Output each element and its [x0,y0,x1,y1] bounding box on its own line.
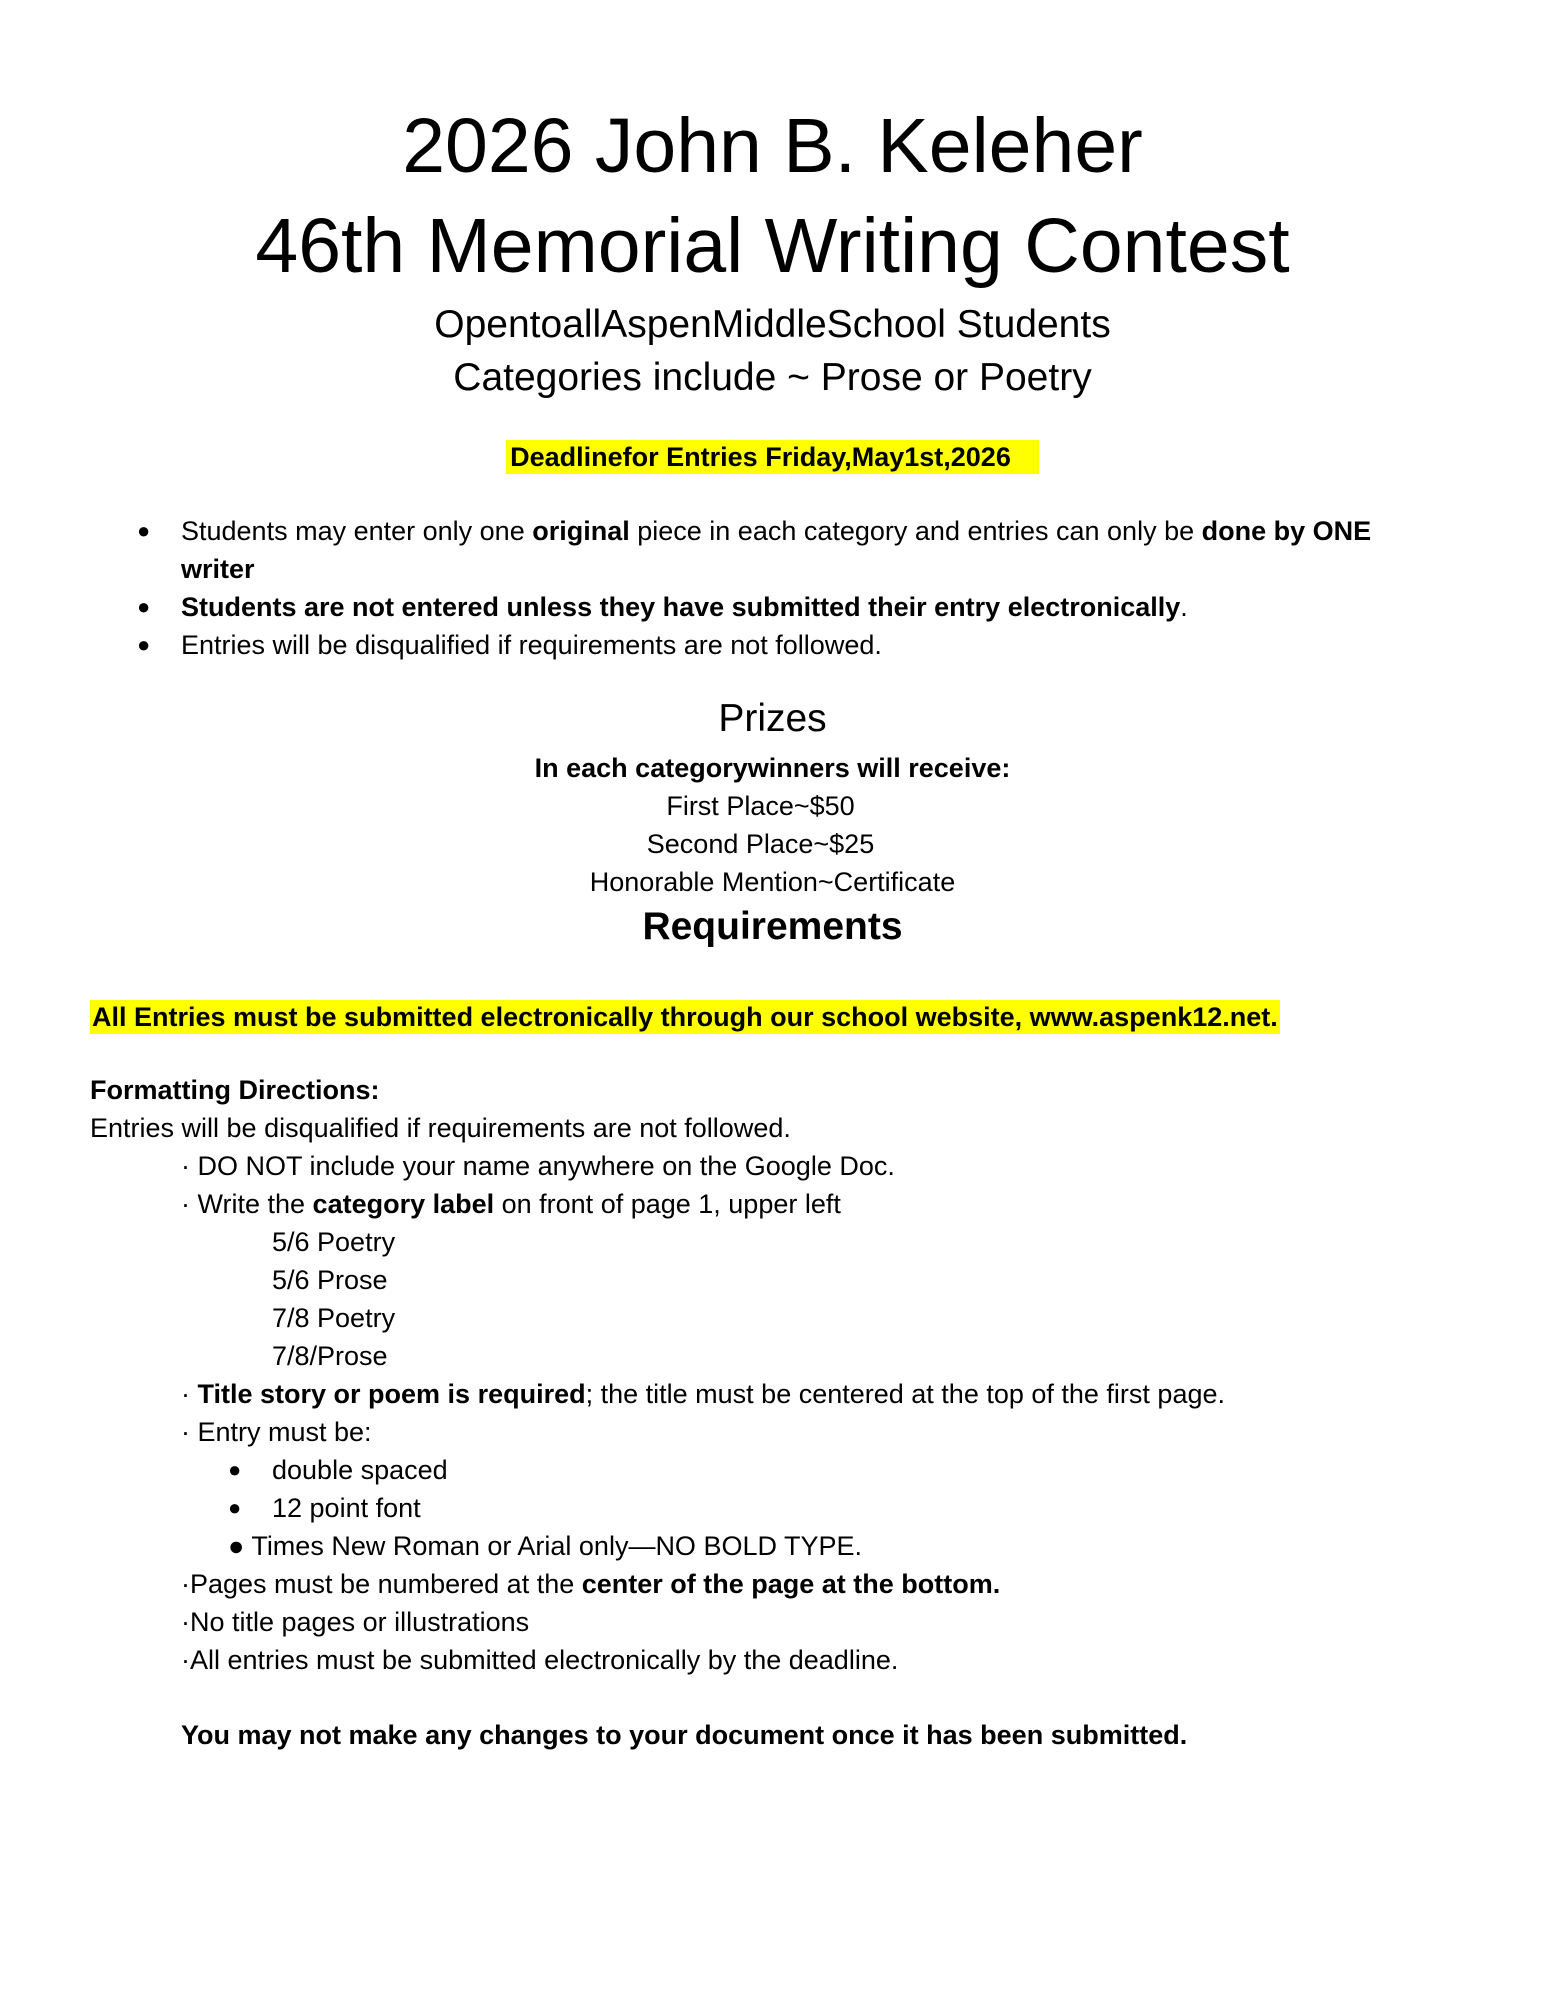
deadline-line [0,440,1545,474]
bullet-icon: ● [137,518,151,543]
final-note: You may not make any changes to your document once it has been submitted. [181,1720,1188,1750]
category-5-6-poetry: 5/6 Poetry [272,1227,396,1257]
entry-bullet-font-size: ● 12 point font [228,1493,421,1523]
submission-notice [90,1000,1280,1034]
category-5-6-prose: 5/6 Prose [272,1265,388,1295]
title-line-2: 46th Memorial Writing Contest [255,203,1290,289]
bullet-icon: ● [137,594,151,619]
entry-bullet-double-spaced: ● double spaced [228,1455,448,1485]
intro-bullet-3-text: Entries will be disqualified if requirements are not followed. [181,630,882,660]
requirements-heading: Requirements [642,905,903,948]
prize-second: Second Place~$25 [646,829,875,859]
item-title-required: · Title story or poem is required; the title must be centered at the top of the first page. [181,1379,1225,1409]
intro-bullet-3 [0,628,1545,662]
item-no-title-pages: ·No title pages or illustrations [181,1607,530,1637]
intro-bullet-1 [0,514,1545,548]
intro-bullet-1-continuation: writer [181,554,255,584]
item-submit-deadline: ·All entries must be submitted electronically by the deadline. [181,1645,899,1675]
intro-bullet-2 [0,590,1545,624]
item-no-name: · DO NOT include your name anywhere on the Google Doc. [181,1151,895,1181]
submission-notice-text: All Entries must be submitted electronically through our school website, www.aspenk12.net. [92,1002,1278,1032]
intro-bullet-1-text: Students may enter only one original piece in each category and entries can only be done by ONE [181,516,1372,546]
deadline-text: Deadlinefor Entries Friday,May1st,2026 [506,440,1039,474]
category-7-8-poetry: 7/8 Poetry [272,1303,396,1333]
item-page-numbers: ·Pages must be numbered at the center of the page at the bottom. [181,1569,1001,1599]
bullet-icon: ● [228,1495,242,1520]
prizes-intro: In each categorywinners will receive: [534,753,1011,783]
subtitle-line-1: OpentoallAspenMiddleSchool Students [434,303,1111,346]
formatting-intro: Entries will be disqualified if requirements are not followed. [90,1113,791,1143]
bullet-icon: ● [137,632,151,657]
prize-first: First Place~$50 [666,791,855,821]
subtitle-line-2: Categories include ~ Prose or Poetry [453,356,1092,399]
item-entry-must-be: · Entry must be: [181,1417,372,1447]
formatting-heading: Formatting Directions: [90,1075,380,1105]
entry-bullet-font-family: ● Times New Roman or Arial only—NO BOLD TYPE. [228,1531,862,1561]
prize-honorable: Honorable Mention~Certificate [589,867,956,897]
prizes-heading: Prizes [718,697,827,740]
category-7-8-prose: 7/8/Prose [272,1341,388,1371]
title-line-1: 2026 John B. Keleher [402,103,1143,189]
intro-bullet-2-text: Students are not entered unless they have submitted their entry electronically. [181,592,1188,622]
item-category-label: · Write the category label on front of page 1, upper left [181,1189,841,1219]
bullet-icon: ● [228,1457,242,1482]
